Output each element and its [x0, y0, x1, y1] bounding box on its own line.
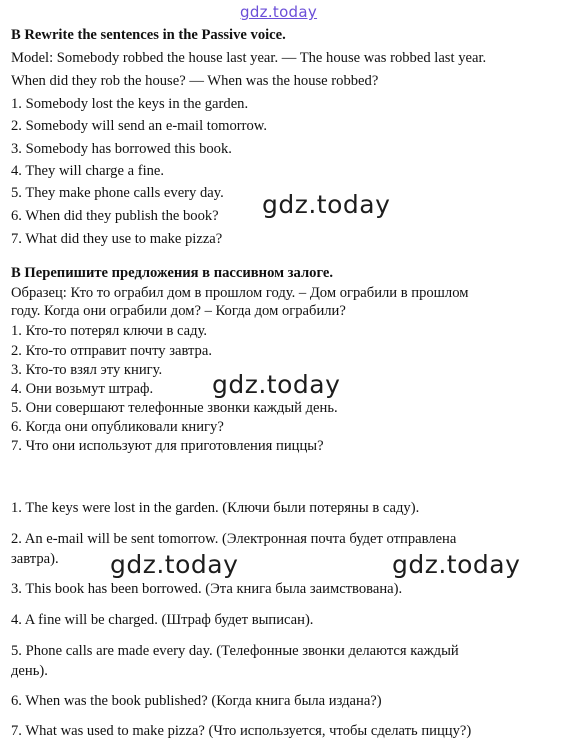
model-line: Model: Somebody robbed the house last year. — The house was robbed last year.	[11, 50, 487, 66]
model-line: When did they rob the house? — When was the house robbed?	[11, 73, 379, 89]
sample-line: Образец: Кто то ограбил дом в прошлом году. – Дом ограбили в прошлом	[11, 285, 469, 301]
exercise-item: 5. They make phone calls every day.	[11, 185, 224, 201]
watermark-top: gdz.today	[240, 3, 318, 21]
answer-line: 7. What was used to make pizza? (Что используется, чтобы сделать пиццу?)	[11, 723, 472, 739]
exercise-heading-ru: В Перепишите предложения в пассивном залоге.	[11, 265, 334, 281]
watermark: gdz.today	[392, 550, 521, 579]
answer-line: 4. A fine will be charged. (Штраф будет выписан).	[11, 612, 314, 628]
answer-line: 5. Phone calls are made every day. (Телефонные звонки делаются каждый	[11, 643, 459, 659]
exercise-heading-en: B Rewrite the sentences in the Passive voice.	[11, 27, 286, 43]
exercise-item: 5. Они совершают телефонные звонки каждый день.	[11, 400, 338, 416]
exercise-item: 7. What did they use to make pizza?	[11, 231, 223, 247]
exercise-item: 1. Кто-то потерял ключи в саду.	[11, 323, 208, 339]
answer-line: 1. The keys were lost in the garden. (Ключи были потеряны в саду).	[11, 500, 420, 516]
exercise-item: 1. Somebody lost the keys in the garden.	[11, 96, 249, 112]
watermark: gdz.today	[262, 190, 391, 219]
answer-line: день).	[11, 663, 48, 679]
exercise-item: 4. Они возьмут штраф.	[11, 381, 154, 397]
answer-line: 2. An e-mail will be sent tomorrow. (Электронная почта будет отправлена	[11, 531, 457, 547]
answer-line: 3. This book has been borrowed. (Эта книга была заимствована).	[11, 581, 403, 597]
exercise-item: 7. Что они используют для приготовления пиццы?	[11, 438, 324, 454]
exercise-item: 4. They will charge a fine.	[11, 163, 165, 179]
exercise-item: 3. Кто-то взял эту книгу.	[11, 362, 163, 378]
exercise-item: 2. Кто-то отправит почту завтра.	[11, 343, 212, 359]
watermark: gdz.today	[110, 550, 239, 579]
answer-line: 6. When was the book published? (Когда книга была издана?)	[11, 693, 382, 709]
sample-line: году. Когда они ограбили дом? – Когда дом ограбили?	[11, 303, 346, 319]
exercise-item: 6. Когда они опубликовали книгу?	[11, 419, 224, 435]
exercise-item: 3. Somebody has borrowed this book.	[11, 141, 232, 157]
watermark: gdz.today	[212, 370, 341, 399]
exercise-item: 2. Somebody will send an e-mail tomorrow.	[11, 118, 268, 134]
answer-line: завтра).	[11, 551, 59, 567]
exercise-item: 6. When did they publish the book?	[11, 208, 219, 224]
